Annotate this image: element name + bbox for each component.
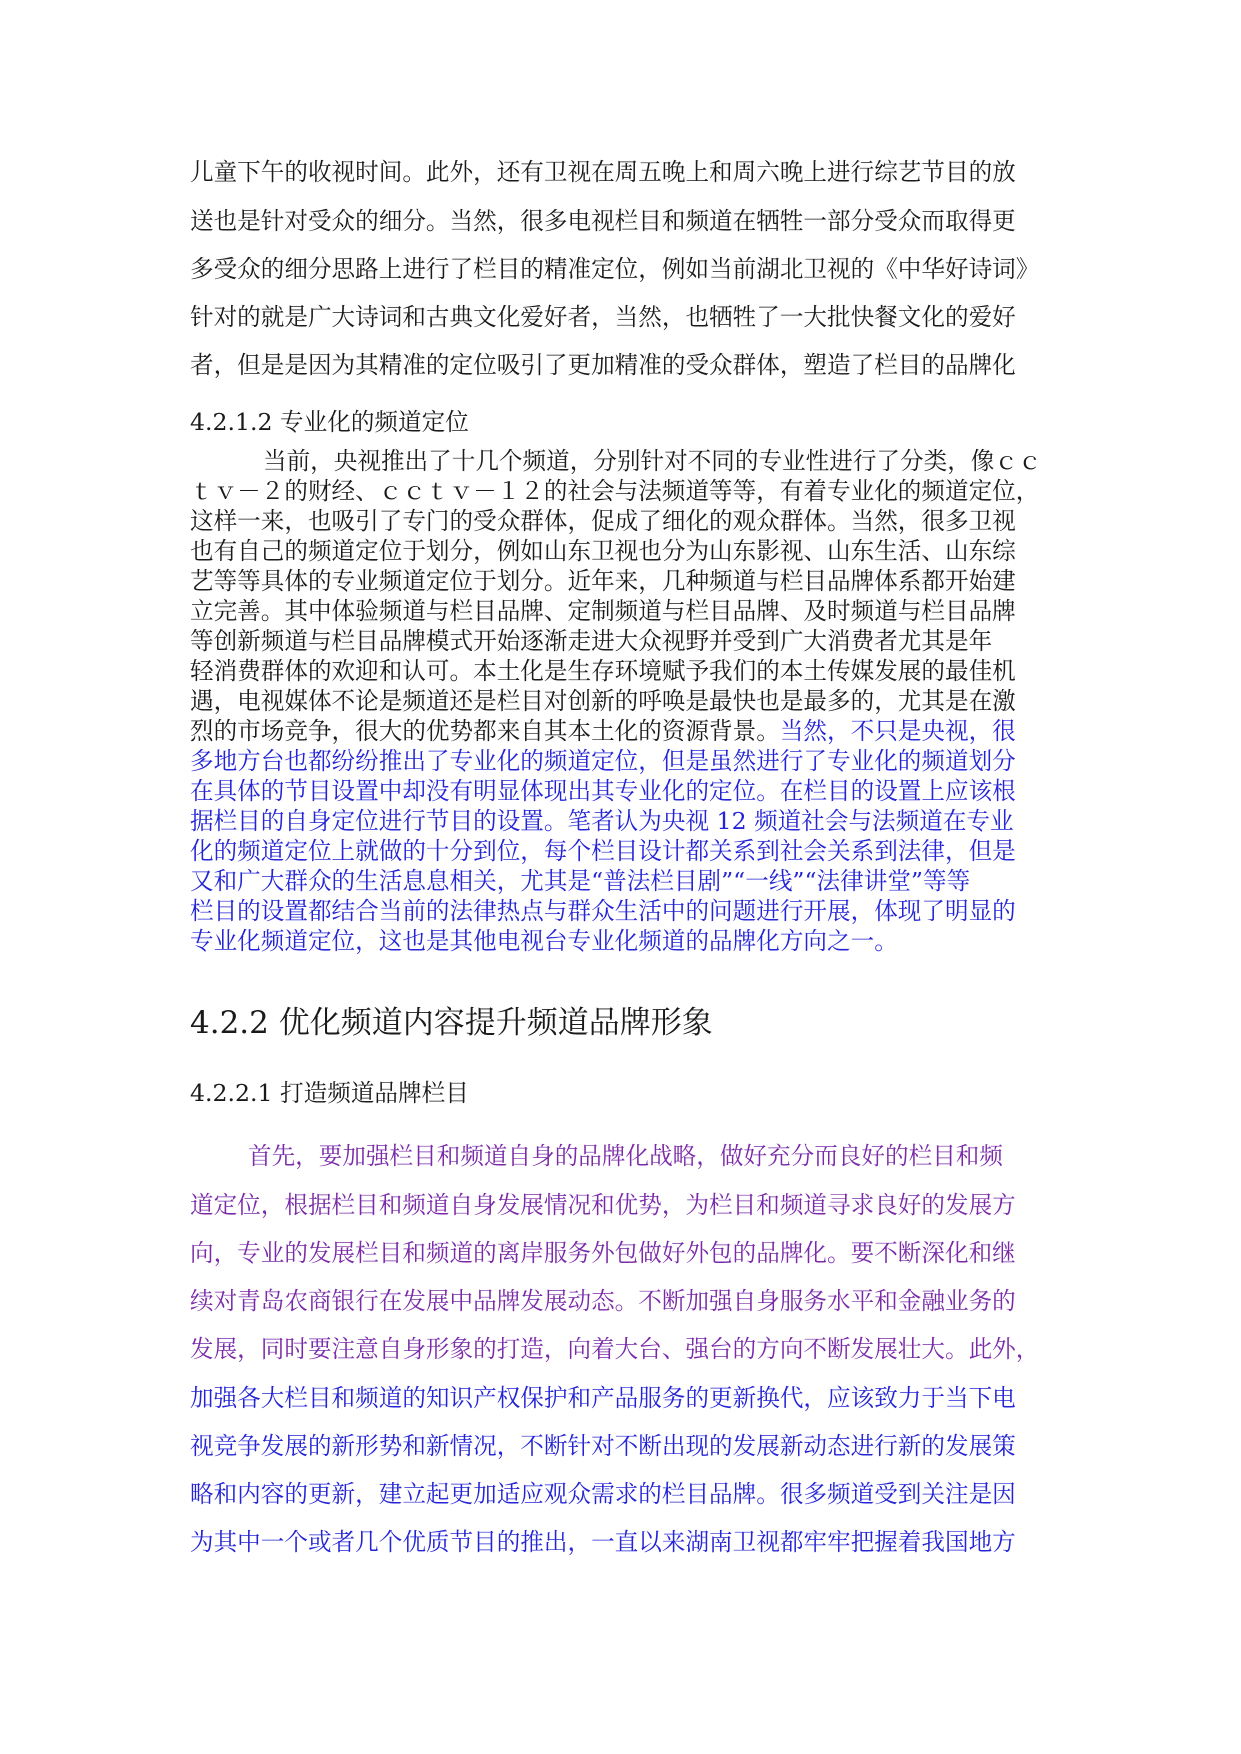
- para2-blue-line-1: 多地方台也都纷纷推出了专业化的频道定位，但是虽然进行了专业化的频道划分: [190, 747, 1016, 775]
- para2-blue-line-5: 又和广大群众的生活息息相关，尤其是“普法栏目剧”“一线”“法律讲堂”等等: [190, 867, 971, 895]
- para3-blue-line-2: 视竞争发展的新形势和新情况，不断针对不断出现的发展新动态进行新的发展策: [190, 1432, 1016, 1460]
- para2-line-1: 当前，央视推出了十几个频道，分别针对不同的专业性进行了分类，像ｃｃ: [263, 447, 1042, 475]
- para2-line-10: [190, 717, 1016, 745]
- para2-blue-line-2: 在具体的节目设置中却没有明显体现出其专业化的定位。在栏目的设置上应该根: [190, 777, 1016, 805]
- heading-4-2-2-1: 4.2.2.1 打造频道品牌栏目: [190, 1079, 469, 1107]
- para2-blue-line-6: 栏目的设置都结合当前的法律热点与群众生活中的问题进行开展，体现了明显的: [190, 897, 1016, 925]
- para1-line-3: 多受众的细分思路上进行了栏目的精准定位，例如当前湖北卫视的《中华好诗词》: [190, 255, 1040, 283]
- para3-purple-line-3: 向，专业的发展栏目和频道的离岸服务外包做好外包的品牌化。要不断深化和继: [190, 1239, 1016, 1267]
- para3-blue-line-4: 为其中一个或者几个优质节目的推出，一直以来湖南卫视都牢牢把握着我国地方: [190, 1528, 1016, 1556]
- para3-blue-line-3: 略和内容的更新，建立起更加适应观众需求的栏目品牌。很多频道受到关注是因: [190, 1480, 1016, 1508]
- heading-4-2-2: 4.2.2 优化频道内容提升频道品牌形象: [190, 1005, 713, 1041]
- para1-line-5: 者，但是是因为其精准的定位吸引了更加精准的受众群体，塑造了栏目的品牌化: [190, 351, 1016, 379]
- para3-purple-line-4: 续对青岛农商银行在发展中品牌发展动态。不断加强自身服务水平和金融业务的: [190, 1287, 1016, 1315]
- para2-line-9: 遇，电视媒体不论是频道还是栏目对创新的呼唤是最快也是最多的，尤其是在激: [190, 687, 1016, 715]
- para2-line-8: 轻消费群体的欢迎和认可。本土化是生存环境赋予我们的本土传媒发展的最佳机: [190, 657, 1016, 685]
- para2-line-10-black: 烈的市场竞争，很大的优势都来自其本土化的资源背景。: [190, 717, 780, 745]
- para3-blue-line-1: 加强各大栏目和频道的知识产权保护和产品服务的更新换代，应该致力于当下电: [190, 1384, 1016, 1412]
- para2-line-4: 也有自己的频道定位于划分，例如山东卫视也分为山东影视、山东生活、山东综: [190, 537, 1016, 565]
- para3-purple-line-2: 道定位，根据栏目和频道自身发展情况和优势，为栏目和频道寻求良好的发展方: [190, 1191, 1016, 1219]
- para2-line-5: 艺等等具体的专业频道定位于划分。近年来，几种频道与栏目品牌体系都开始建: [190, 567, 1016, 595]
- para2-blue-line-4: 化的频道定位上就做的十分到位，每个栏目设计都关系到社会关系到法律，但是: [190, 837, 1016, 865]
- para2-line-2: ｔｖ－２的财经、ｃｃｔｖ－１２的社会与法频道等等，有着专业化的频道定位，: [190, 477, 1040, 505]
- para2-blue-line-7: 专业化频道定位，这也是其他电视台专业化频道的品牌化方向之一。: [190, 927, 898, 955]
- para2-blue-line-3: 据栏目的自身定位进行节目的设置。笔者认为央视 12 频道社会与法频道在专业: [190, 807, 1014, 835]
- heading-4-2-1-2: 4.2.1.2 专业化的频道定位: [190, 408, 469, 436]
- para3-purple-line-1: 首先，要加强栏目和频道自身的品牌化战略，做好充分而良好的栏目和频: [248, 1142, 1003, 1170]
- para2-line-7: 等创新频道与栏目品牌模式开始逐渐走进大众视野并受到广大消费者尤其是年: [190, 627, 993, 655]
- para2-line-10-blue: 当然，不只是央视，很: [779, 717, 1016, 745]
- para1-line-4: 针对的就是广大诗词和古典文化爱好者，当然，也牺牲了一大批快餐文化的爱好: [190, 303, 1016, 331]
- para3-purple-line-5: 发展，同时要注意自身形象的打造，向着大台、强台的方向不断发展壮大。此外，: [190, 1335, 1040, 1363]
- para2-line-3: 这样一来，也吸引了专门的受众群体，促成了细化的观众群体。当然，很多卫视: [190, 507, 1016, 535]
- para1-line-2: 送也是针对受众的细分。当然，很多电视栏目和频道在牺牲一部分受众而取得更: [190, 207, 1016, 235]
- para2-line-6: 立完善。其中体验频道与栏目品牌、定制频道与栏目品牌、及时频道与栏目品牌: [190, 597, 1016, 625]
- para1-line-1: 儿童下午的收视时间。此外，还有卫视在周五晚上和周六晚上进行综艺节目的放: [190, 158, 1016, 186]
